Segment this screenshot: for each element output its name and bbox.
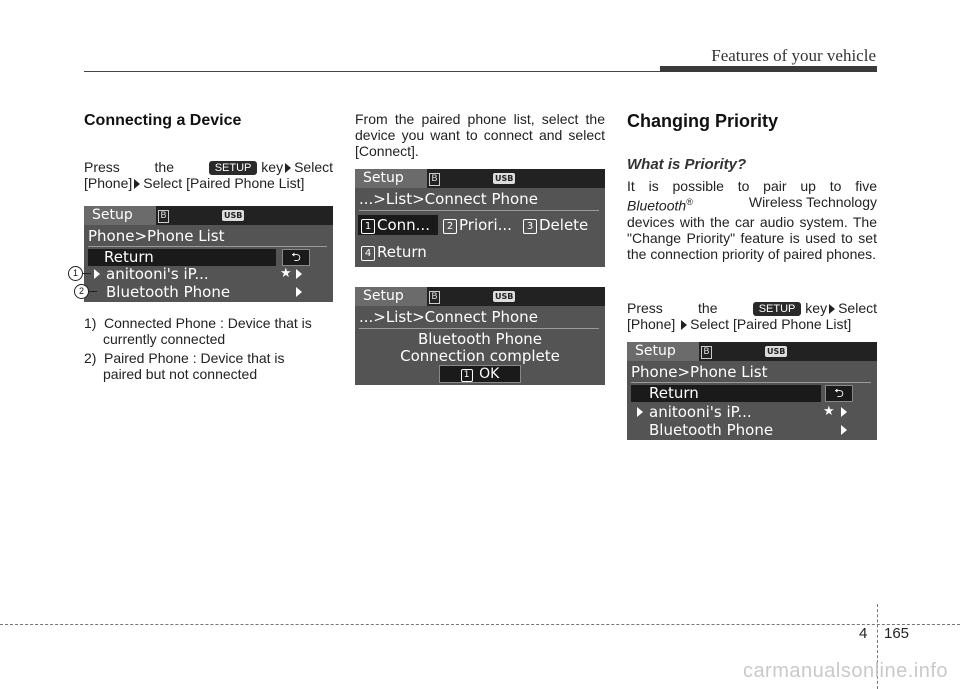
phone-row-2[interactable]: Bluetooth Phone <box>649 421 774 439</box>
callout-line <box>83 273 91 274</box>
return-icon[interactable]: ⮌ <box>825 385 853 402</box>
setup-tab: Setup <box>84 206 156 225</box>
list-text: Connected Phone : Device that is <box>104 315 312 331</box>
return-row[interactable]: Return <box>649 384 699 402</box>
connected-arrow-icon <box>94 269 100 279</box>
triangle-right-icon <box>829 304 835 314</box>
triangle-right-icon <box>285 163 291 173</box>
subheading-what-is-priority: What is Priority? <box>627 156 747 173</box>
the-word: the <box>154 159 174 175</box>
option-label: Priori... <box>459 216 512 234</box>
section-heading-connecting: Connecting a Device <box>84 112 242 129</box>
return-icon[interactable]: ⮌ <box>282 249 310 266</box>
screen-path: Phone>Phone List <box>631 363 768 381</box>
option-delete[interactable] <box>523 216 599 234</box>
select-paired-list-text: Select [Paired Phone List] <box>143 175 305 191</box>
screen-path: ...>List>Connect Phone <box>359 308 538 326</box>
setup-key-icon: SETUP <box>209 161 258 175</box>
usb-icon: USB <box>495 174 514 183</box>
callout-1: 1 <box>68 266 83 281</box>
message-line-2: Connection complete <box>400 347 560 365</box>
select-word: Select <box>294 159 333 175</box>
paragraph-rest: devices with the car audio system. The "Change Priority" feature is used to set the connection priority of paired phones. <box>627 213 877 262</box>
footer-rule <box>0 624 960 625</box>
the-word: the <box>698 300 718 316</box>
list-item <box>84 315 333 347</box>
list-item <box>84 350 333 382</box>
list-text-cont: paired but not connected <box>103 366 258 382</box>
ok-button[interactable] <box>439 365 521 383</box>
screen-path: ...>List>Connect Phone <box>359 190 538 208</box>
connected-arrow-icon <box>637 407 643 417</box>
key-word: key <box>805 300 828 316</box>
display-screen-phone-list-2 <box>627 342 877 440</box>
phone-row-2[interactable]: Bluetooth Phone <box>106 283 231 301</box>
row-arrow-icon <box>841 407 847 417</box>
usb-icon: USB <box>767 347 786 356</box>
phone-part: [Phone] <box>84 175 133 191</box>
key-word: key <box>261 159 284 175</box>
star-icon: ★ <box>823 404 835 419</box>
select-word: Select <box>838 300 877 316</box>
setup-key-icon: SETUP <box>753 302 802 316</box>
phone-row-1[interactable]: anitooni's iP... <box>649 403 752 421</box>
triangle-right-icon <box>134 179 140 189</box>
header-rule-thick <box>660 66 877 72</box>
instruction-paragraph-left <box>84 159 333 191</box>
display-screen-connection-complete <box>355 287 605 385</box>
num-4-icon: 4 <box>361 246 375 261</box>
row-arrow-icon <box>296 287 302 297</box>
screen-separator <box>88 246 327 247</box>
row-arrow-icon <box>841 425 847 435</box>
watermark-text: carmanualsonline.info <box>742 660 948 682</box>
setup-tab: Setup <box>627 342 699 361</box>
option-label: Delete <box>539 216 589 234</box>
middle-paragraph: From the paired phone list, select the device you want to connect and select [Connect]. <box>355 111 605 159</box>
num-2-icon: 2 <box>443 219 457 234</box>
section-heading-priority: Changing Priority <box>627 111 779 131</box>
option-label: Conn... <box>377 216 430 234</box>
list-number: 2) <box>84 350 97 366</box>
list-text-cont: currently connected <box>103 331 226 347</box>
bluetooth-text: Bluetooth <box>627 197 687 214</box>
message-line-1: Bluetooth Phone <box>417 330 543 348</box>
bluetooth-icon: B <box>701 346 712 359</box>
list-number: 1) <box>84 315 97 331</box>
bluetooth-word <box>627 194 693 214</box>
setup-tab: Setup <box>355 287 427 306</box>
screen-path: Phone>Phone List <box>88 227 225 245</box>
instruction-paragraph-right <box>627 300 877 332</box>
callout-2: 2 <box>74 284 89 299</box>
usb-icon: USB <box>495 292 514 301</box>
screen-separator <box>359 210 599 211</box>
option-return[interactable] <box>361 243 599 261</box>
display-screen-connect-menu <box>355 169 605 267</box>
registered-mark: ® <box>686 197 693 207</box>
num-3-icon: 3 <box>523 219 537 234</box>
triangle-right-icon <box>681 320 687 330</box>
bluetooth-icon: B <box>158 210 169 223</box>
bluetooth-icon: B <box>429 173 440 186</box>
return-row[interactable]: Return <box>104 248 154 266</box>
callout-line <box>89 291 97 292</box>
header-rule <box>84 71 664 72</box>
priority-paragraph <box>627 178 877 262</box>
ok-label: OK <box>479 366 500 382</box>
setup-tab: Setup <box>355 169 427 188</box>
num-1-icon: 1 <box>461 369 473 382</box>
screen-separator <box>359 328 599 329</box>
bluetooth-icon: B <box>429 291 440 304</box>
usb-icon: USB <box>224 211 243 220</box>
press-word: Press <box>627 300 663 316</box>
select-paired-list-text: Select [Paired Phone List] <box>690 316 852 332</box>
chapter-number: 4 <box>859 625 868 642</box>
paragraph-line: Wireless Technology <box>748 194 877 210</box>
num-1-icon: 1 <box>361 219 375 234</box>
star-icon: ★ <box>280 266 292 281</box>
list-text: Paired Phone : Device that is <box>104 350 285 366</box>
page-header-title: Features of your vehicle <box>711 46 876 65</box>
screen-separator <box>631 382 871 383</box>
phone-part: [Phone] <box>627 316 676 332</box>
display-screen-phone-list <box>84 206 333 302</box>
phone-row-1[interactable]: anitooni's iP... <box>106 265 209 283</box>
press-word: Press <box>84 159 120 175</box>
option-label: Return <box>377 243 427 261</box>
paragraph-line: It is possible to pair up to five <box>627 178 877 194</box>
row-arrow-icon <box>296 269 302 279</box>
page-number: 165 <box>884 625 910 642</box>
